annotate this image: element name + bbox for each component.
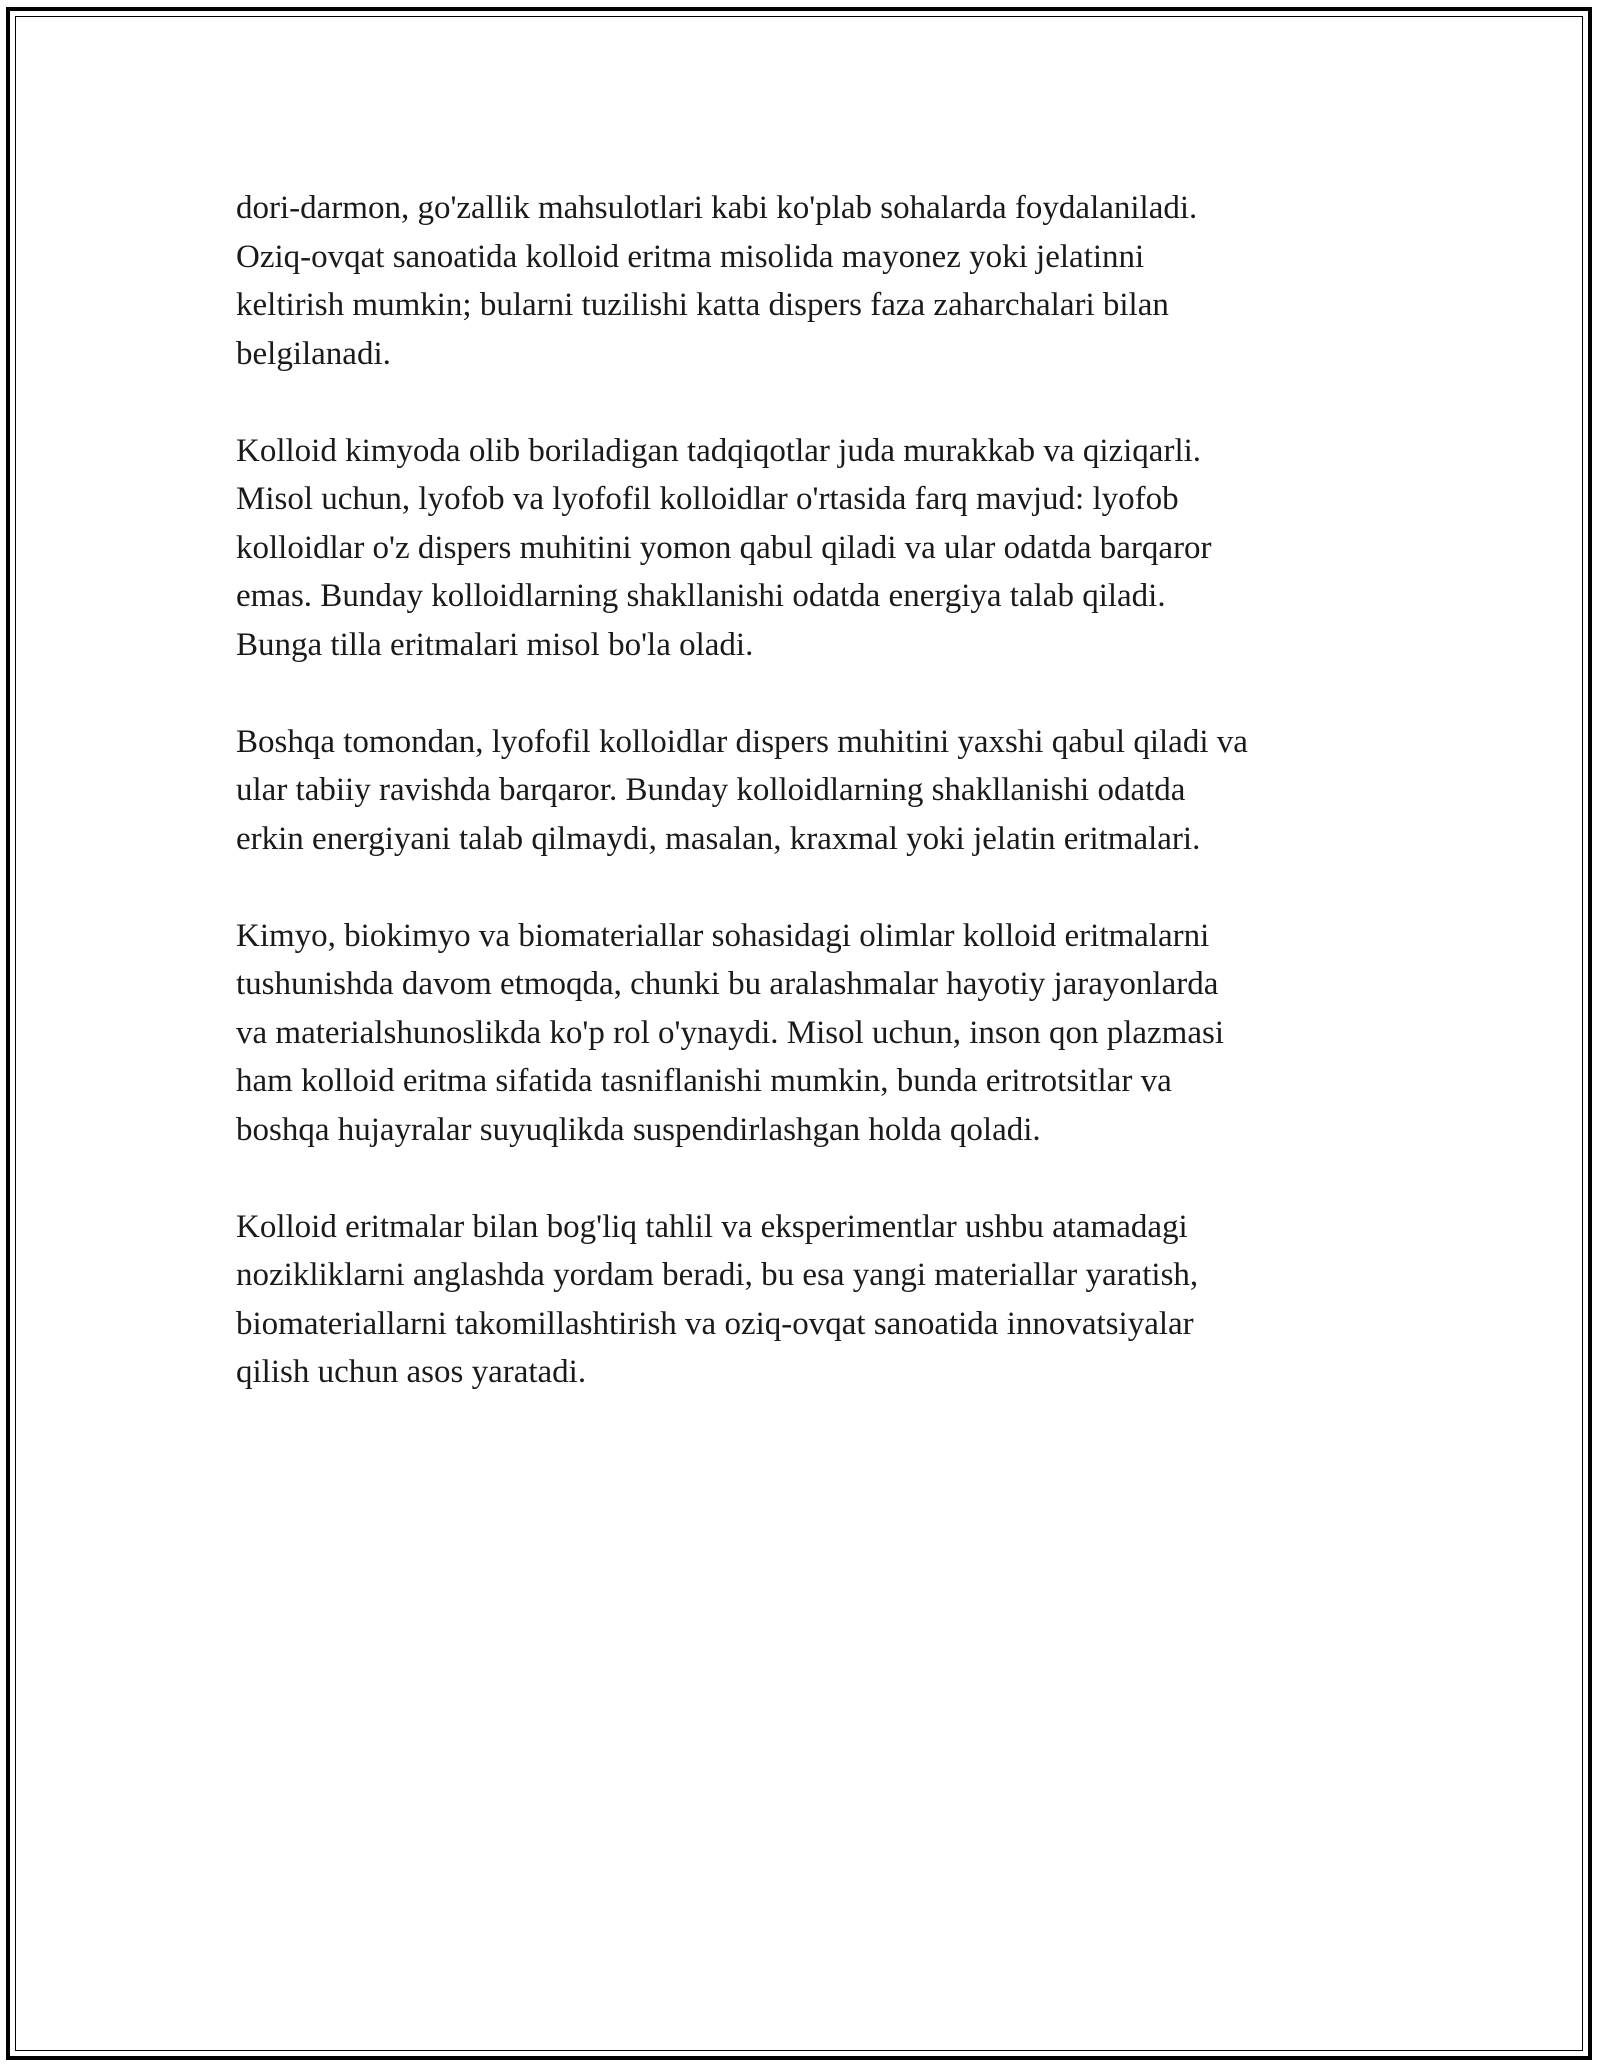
- text-line: Kimyo, biokimyo va biomateriallar sohasidagi olimlar kolloid eritmalarni: [236, 917, 1210, 954]
- text-line: tushunishda davom etmoqda, chunki bu aralashmalar hayotiy jarayonlarda: [236, 966, 1219, 1002]
- text-line: ular tabiiy ravishda barqaror. Bunday kolloidlarning shakllanishi odatda: [236, 772, 1186, 808]
- paragraph-2: [236, 427, 1376, 670]
- text-line: biomateriallarni takomillashtirish va oziq-ovqat sanoatida innovatsiyalar: [236, 1305, 1194, 1342]
- text-line: Misol uchun, lyofob va lyofofil kolloidlar o'rtasida farq mavjud: lyofob: [236, 481, 1179, 517]
- text-line: Kolloid kimyoda olib boriladigan tadqiqotlar juda murakkab va qiziqarli.: [236, 432, 1202, 469]
- text-line: dori-darmon, go'zallik mahsulotlari kabi ko'plab sohalarda foydalaniladi.: [236, 190, 1198, 226]
- paragraph-3: [236, 718, 1376, 864]
- paragraph-5: [236, 1203, 1376, 1397]
- text-line: nozikliklarni anglashda yordam beradi, bu esa yangi materiallar yaratish,: [236, 1257, 1199, 1293]
- document-body: [236, 184, 1376, 1445]
- paragraph-1: [236, 184, 1376, 378]
- text-line: ham kolloid eritma sifatida tasniflanishi mumkin, bunda eritrotsitlar va: [236, 1063, 1172, 1099]
- text-line: emas. Bunday kolloidlarning shakllanishi odatda energiya talab qiladi.: [236, 578, 1166, 614]
- text-line: kolloidlar o'z dispers muhitini yomon qabul qiladi va ular odatda barqaror: [236, 529, 1212, 566]
- text-line: Bunga tilla eritmalari misol bo'la oladi.: [236, 626, 754, 663]
- text-line: Kolloid eritmalar bilan bog'liq tahlil va eksperimentlar ushbu atamadagi: [236, 1208, 1188, 1245]
- text-line: boshqa hujayralar suyuqlikda suspendirlashgan holda qoladi.: [236, 1111, 1041, 1148]
- text-line: Oziq-ovqat sanoatida kolloid eritma misolida mayonez yoki jelatinni: [236, 238, 1145, 275]
- text-line: Boshqa tomondan, lyofofil kolloidlar dispers muhitini yaxshi qabul qiladi va: [236, 723, 1248, 760]
- text-line: belgilanadi.: [236, 335, 391, 372]
- text-line: qilish uchun asos yaratadi.: [236, 1354, 587, 1390]
- text-line: va materialshunoslikda ko'p rol o'ynaydi. Misol uchun, inson qon plazmasi: [236, 1014, 1225, 1051]
- text-line: erkin energiyani talab qilmaydi, masalan, kraxmal yoki jelatin eritmalari.: [236, 820, 1201, 857]
- paragraph-4: [236, 912, 1376, 1155]
- text-line: keltirish mumkin; bularni tuzilishi katta dispers faza zaharchalari bilan: [236, 287, 1169, 323]
